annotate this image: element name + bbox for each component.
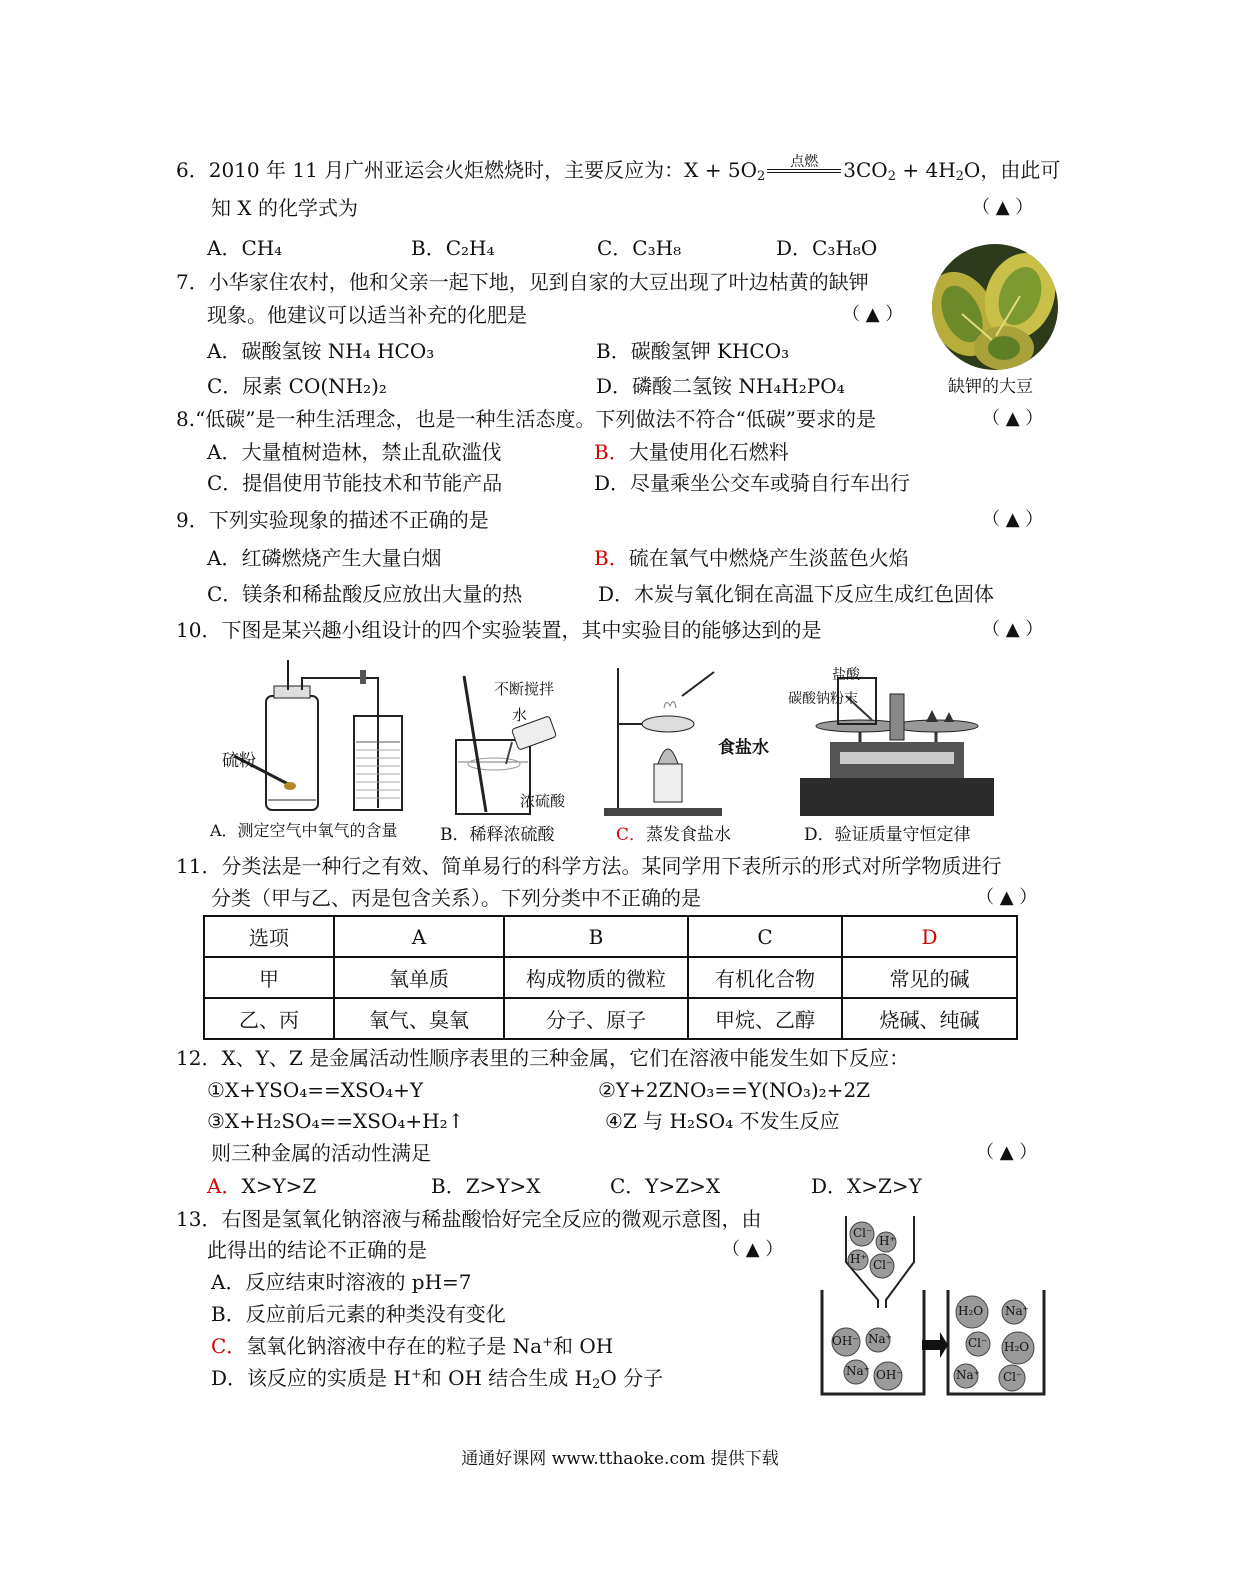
q13-option-d bbox=[211, 1364, 663, 1392]
q10-stem: 下图是某兴趣小组设计的四个实验装置，其中实验目的能够达到的是 bbox=[221, 618, 822, 642]
apparatus-c-evaporation bbox=[598, 668, 738, 818]
q11-number: 11． bbox=[176, 854, 222, 878]
ion-oh-1: OH⁻ bbox=[832, 1334, 859, 1348]
q13-option-c-sup: + bbox=[542, 1335, 553, 1350]
q6-option-b: B．C₂H₄ bbox=[411, 236, 495, 260]
table-cell: 选项 bbox=[204, 916, 334, 957]
ion-na-1: Na⁺ bbox=[868, 1332, 892, 1346]
q13-option-a: A．反应结束时溶液的 pH=7 bbox=[211, 1270, 472, 1294]
table-cell: 甲 bbox=[204, 957, 334, 998]
ion-na-2: Na⁺ bbox=[846, 1364, 870, 1378]
q13-option-c-pre: 氢氧化钠溶液中存在的粒子是 Na bbox=[246, 1334, 543, 1358]
q12-option-b: B．Z>Y>X bbox=[431, 1174, 541, 1198]
molecule-h2o-2: H₂O bbox=[1004, 1340, 1030, 1354]
q7-option-c: C．尿素 CO(NH₂)₂ bbox=[207, 374, 387, 398]
q9-number: 9． bbox=[176, 508, 209, 532]
q11-stem: 分类法是一种行之有效、简单易行的科学方法。某同学用下表所示的形式对所学物质进行 bbox=[221, 854, 1002, 878]
apparatus-a-oxygen bbox=[210, 660, 410, 820]
label-sulfur-powder: 硫粉 bbox=[222, 751, 256, 771]
table-cell: 氧单质 bbox=[334, 957, 504, 998]
table-cell: 分子、原子 bbox=[504, 998, 688, 1039]
ion-h-top: H⁺ bbox=[879, 1234, 896, 1248]
ion-cl-top: Cl⁻ bbox=[853, 1226, 873, 1240]
leaf-icon bbox=[932, 244, 1058, 370]
caption-c-text: 蒸发食盐水 bbox=[646, 825, 732, 845]
q8-option-b-letter: B． bbox=[594, 440, 629, 464]
classification-table bbox=[203, 915, 1018, 1040]
q12-reaction-4: ④Z 与 H₂SO₄ 不发生反应 bbox=[605, 1109, 840, 1133]
label-water: 水 bbox=[512, 706, 528, 724]
table-row bbox=[204, 957, 1017, 998]
ion-cl-3: Cl⁻ bbox=[968, 1336, 988, 1350]
q13-option-c bbox=[211, 1332, 613, 1360]
table-cell: C bbox=[688, 916, 842, 957]
q7-answer-mark: （ ▲ ） bbox=[842, 304, 904, 325]
q9-option-b bbox=[594, 544, 909, 572]
ion-oh-2: OH⁻ bbox=[876, 1368, 903, 1382]
q12-option-a-text: X>Y>Z bbox=[241, 1174, 317, 1198]
q9-stem: 下列实验现象的描述不正确的是 bbox=[208, 508, 489, 532]
q8-option-b bbox=[594, 438, 789, 466]
q13-option-d-mid: 和 OH 结合生成 H bbox=[421, 1366, 593, 1390]
q12-number: 12． bbox=[176, 1046, 222, 1070]
q12-option-d: D．X>Z>Y bbox=[811, 1174, 922, 1198]
q8-answer-mark: （ ▲ ） bbox=[982, 408, 1044, 429]
q7-number: 7． bbox=[176, 270, 209, 294]
q6-sub: 2 bbox=[757, 169, 766, 184]
q6-sub-b: 2 bbox=[955, 169, 964, 184]
q8-line1: 8.“低碳”是一种生活理念，也是一种生活态度。下列做法不符合“低碳”要求的是 bbox=[176, 407, 876, 431]
q9-option-a: A．红磷燃烧产生大量白烟 bbox=[207, 546, 442, 570]
caption-d: D．验证质量守恒定律 bbox=[804, 825, 971, 845]
q13-line2: 此得出的结论不正确的是 bbox=[207, 1238, 427, 1262]
q7-option-a: A．碳酸氢铵 NH₄ HCO₃ bbox=[207, 339, 435, 363]
ion-na-4: Na⁺ bbox=[956, 1368, 980, 1382]
table-cell: 烧碱、纯碱 bbox=[842, 998, 1017, 1039]
q6-product-a: 3CO bbox=[843, 158, 888, 182]
q12-stem: X、Y、Z 是金属活动性顺序表里的三种金属，它们在溶液中能发生如下反应： bbox=[221, 1046, 910, 1070]
caption-c-letter: C． bbox=[616, 825, 647, 845]
label-na2co3: 碳酸钠粉末 bbox=[788, 691, 858, 707]
q8-option-d: D．尽量乘坐公交车或骑自行车出行 bbox=[594, 471, 911, 495]
q6-line1 bbox=[176, 153, 1061, 184]
page-footer: 通通好课网 www.tthaoke.com 提供下载 bbox=[461, 1449, 779, 1469]
q9-option-c: C．镁条和稀盐酸反应放出大量的热 bbox=[207, 582, 523, 606]
q13-stem: 右图是氢氧化钠溶液与稀盐酸恰好完全反应的微观示意图，由 bbox=[221, 1207, 762, 1231]
table-row bbox=[204, 916, 1017, 957]
q7-option-d: D．磷酸二氢铵 NH₄H₂PO₄ bbox=[596, 374, 845, 398]
q8-option-b-text: 大量使用化石燃料 bbox=[628, 440, 789, 464]
q7-option-b: B．碳酸氢钾 KHCO₃ bbox=[596, 339, 790, 363]
q7-line2: 现象。他建议可以适当补充的化肥是 bbox=[207, 303, 527, 327]
q10-number: 10． bbox=[176, 618, 222, 642]
q6-answer-mark: （ ▲ ） bbox=[972, 197, 1034, 218]
soybean-leaf-image bbox=[932, 244, 1058, 370]
table-row bbox=[204, 998, 1017, 1039]
q13-option-d-post: O 分子 bbox=[600, 1366, 664, 1390]
q10-line1 bbox=[176, 616, 821, 644]
q12-reaction-1: ①X+YSO₄==XSO₄+Y bbox=[207, 1078, 424, 1102]
q6-sub-a: 2 bbox=[887, 169, 896, 184]
q9-option-d: D．木炭与氧化铜在高温下反应生成红色固体 bbox=[598, 582, 995, 606]
reaction-arrow bbox=[765, 153, 843, 182]
q6-number: 6． bbox=[176, 158, 209, 182]
q13-line1 bbox=[176, 1205, 761, 1233]
table-cell: 有机化合物 bbox=[688, 957, 842, 998]
q9-option-b-text: 硫在氧气中燃烧产生淡蓝色火焰 bbox=[628, 546, 909, 570]
q11-answer-mark: （ ▲ ） bbox=[976, 887, 1038, 908]
caption-c bbox=[616, 820, 731, 845]
molecule-h2o-1: H₂O bbox=[958, 1304, 984, 1318]
leaf-caption: 缺钾的大豆 bbox=[948, 377, 1033, 397]
q12-answer-mark: （ ▲ ） bbox=[976, 1142, 1038, 1163]
table-cell: D bbox=[842, 916, 1017, 957]
q13-option-b: B．反应前后元素的种类没有变化 bbox=[211, 1302, 506, 1326]
table-cell: 乙、丙 bbox=[204, 998, 334, 1039]
q7-stem: 小华家住农村，他和父亲一起下地，见到自家的大豆出现了叶边枯黄的缺钾 bbox=[208, 270, 869, 294]
q9-answer-mark: （ ▲ ） bbox=[982, 509, 1044, 530]
q6-stem: 2010 年 11 月广州亚运会火炬燃烧时，主要反应为：X + 5O bbox=[208, 158, 757, 182]
q6-line2: 知 X 的化学式为 bbox=[211, 196, 358, 220]
q11-line1 bbox=[176, 852, 1001, 880]
caption-a: A．测定空气中氧气的含量 bbox=[210, 821, 398, 840]
q13-option-d-sup: + bbox=[410, 1367, 422, 1382]
q6-option-a: A．CH₄ bbox=[207, 236, 283, 260]
q12-option-c: C．Y>Z>X bbox=[610, 1174, 721, 1198]
q6-product-b: + 4H bbox=[896, 158, 956, 182]
q13-number: 13． bbox=[176, 1207, 222, 1231]
q8-option-a: A．大量植树造林，禁止乱砍滥伐 bbox=[207, 440, 502, 464]
q13-option-c-letter: C． bbox=[211, 1334, 247, 1358]
q13-option-d-pre: D．该反应的实质是 H bbox=[211, 1366, 411, 1390]
q6-option-d: D．C₃H₈O bbox=[776, 236, 878, 260]
table-cell: A bbox=[334, 916, 504, 957]
q13-answer-mark: （ ▲ ） bbox=[722, 1239, 784, 1260]
ion-cl-left: Cl⁻ bbox=[873, 1258, 893, 1272]
q10-answer-mark: （ ▲ ） bbox=[982, 619, 1044, 640]
label-salt-water: 食盐水 bbox=[718, 738, 769, 758]
q9-option-b-letter: B． bbox=[594, 546, 629, 570]
q12-line1 bbox=[176, 1044, 909, 1072]
table-cell: 常见的碱 bbox=[842, 957, 1017, 998]
label-conc-acid: 浓硫酸 bbox=[520, 792, 566, 810]
q12-option-a bbox=[207, 1172, 316, 1200]
q12-reaction-3: ③X+H₂SO₄==XSO₄+H₂↑ bbox=[207, 1109, 465, 1133]
table-cell: 甲烷、乙醇 bbox=[688, 998, 842, 1039]
q8-option-c: C．提倡使用节能技术和节能产品 bbox=[207, 471, 503, 495]
q6-stem-post: O，由此可 bbox=[963, 158, 1061, 182]
label-hcl: 盐酸 bbox=[832, 667, 860, 683]
table-cell: B bbox=[504, 916, 688, 957]
q12-line3: 则三种金属的活动性满足 bbox=[211, 1141, 431, 1165]
table-cell: 构成物质的微粒 bbox=[504, 957, 688, 998]
q9-line1 bbox=[176, 506, 489, 534]
reaction-condition: 点燃 bbox=[790, 153, 819, 170]
q7-line1 bbox=[176, 268, 869, 296]
ion-na-3: Na⁺ bbox=[1005, 1304, 1029, 1318]
label-stir: 不断搅拌 bbox=[494, 680, 555, 698]
ion-cl-4: Cl⁻ bbox=[1003, 1370, 1023, 1384]
caption-b: B．稀释浓硫酸 bbox=[440, 825, 555, 845]
q6-option-c: C．C₃H₈ bbox=[597, 236, 682, 260]
ion-h-left: H⁺ bbox=[850, 1252, 867, 1266]
q12-option-a-letter: A． bbox=[207, 1174, 242, 1198]
q13-option-d-sub: 2 bbox=[592, 1377, 601, 1392]
q11-line2: 分类（甲与乙、丙是包含关系）。下列分类中不正确的是 bbox=[211, 886, 701, 910]
table-cell: 氧气、臭氧 bbox=[334, 998, 504, 1039]
q13-option-c-post: 和 OH bbox=[553, 1334, 614, 1358]
q12-reaction-2: ②Y+2ZNO₃==Y(NO₃)₂+2Z bbox=[598, 1078, 871, 1102]
